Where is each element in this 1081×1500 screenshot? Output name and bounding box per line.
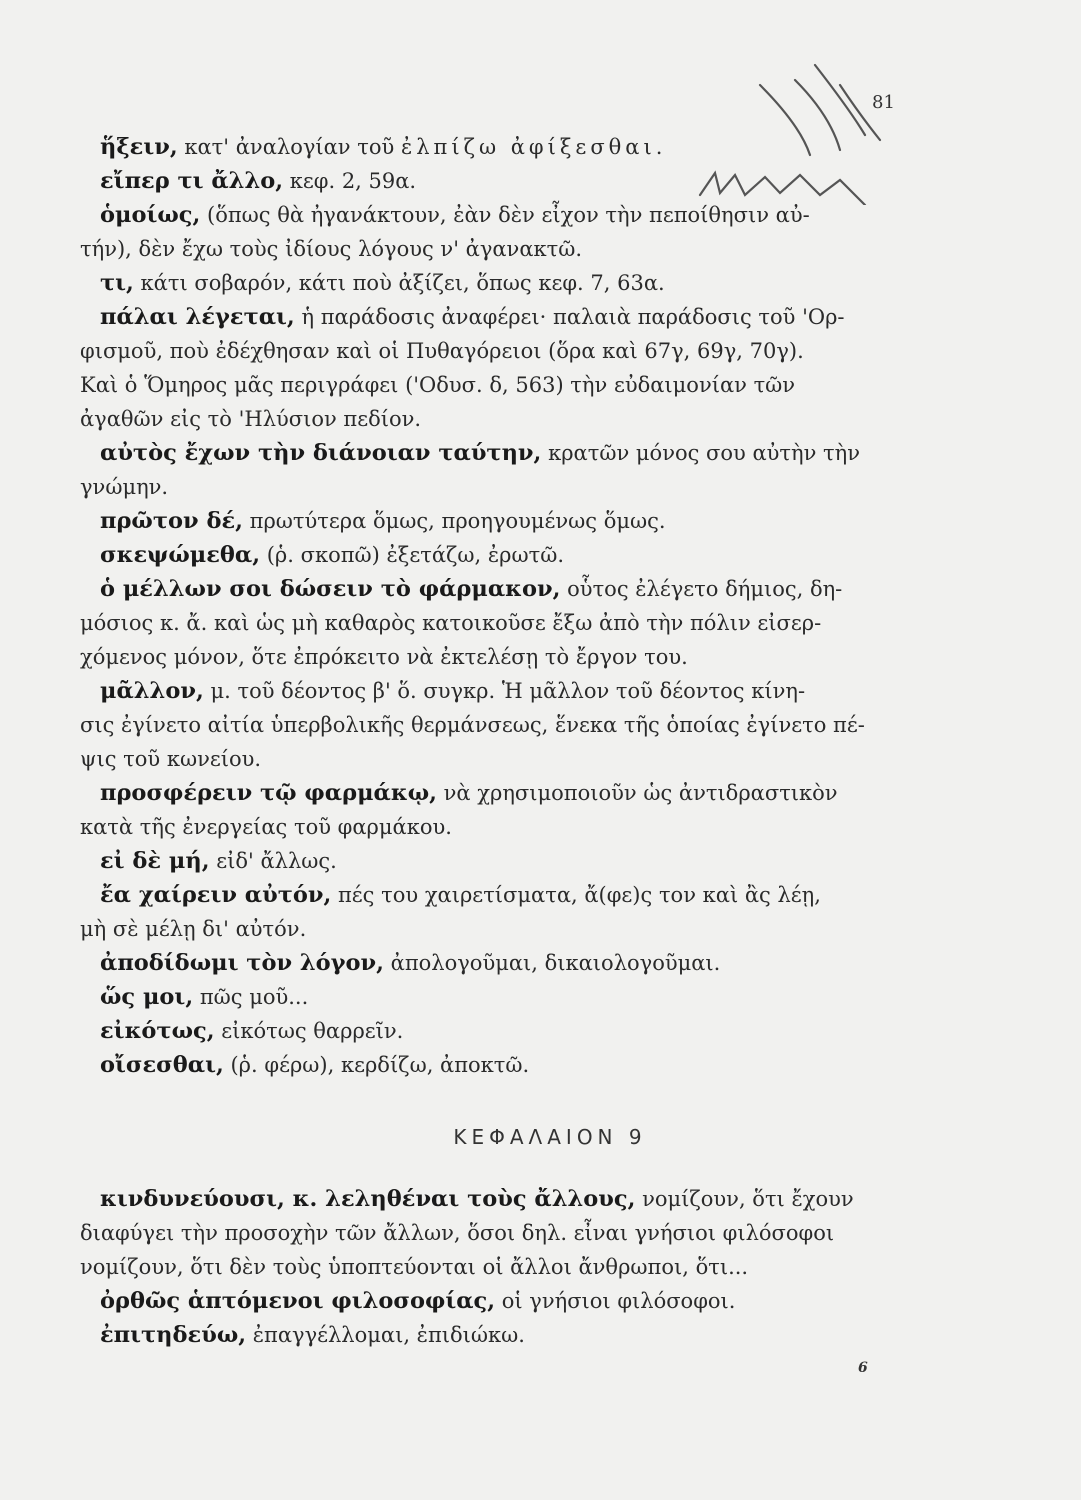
entry-continuation: γνώμην. <box>80 475 169 499</box>
entry-line <box>80 198 1020 232</box>
entry-text: κατ' ἀναλογίαν τοῦ <box>177 135 401 159</box>
entry-head: εἰκότως, <box>100 1018 215 1044</box>
page-number: 81 <box>872 92 895 113</box>
entry-text: πές του χαιρετίσματα, ἄ(φε)ς τον καὶ ἂς λέῃ, <box>331 883 821 907</box>
entry-text-spaced: ἐλπίζω ἀφίξεσθαι. <box>400 135 667 159</box>
entry-text: οὗτος ἐλέγετο δήμιος, δη- <box>560 577 843 601</box>
entry-line <box>80 878 1020 912</box>
entry-line <box>80 164 1020 198</box>
entry-text: νὰ χρησιμοποιοῦν ὡς ἀντιδραστικὸν <box>436 781 838 805</box>
entry-head: ὁμοίως, <box>100 202 201 228</box>
entry-continuation: Καὶ ὁ Ὅμηρος μᾶς περιγράφει ('Οδυσ. δ, 563) τὴν εὐδαιμονίαν τῶν <box>80 373 796 397</box>
entry-continuation: μόσιος κ. ἄ. καὶ ὡς μὴ καθαρὸς κατοικοῦσε ἔξω ἀπὸ τὴν πόλιν εἰσερ- <box>80 611 822 635</box>
entry-head: εἴπερ τι ἄλλο, <box>100 168 284 194</box>
entry-line <box>80 572 1020 606</box>
entry-head: πρῶτον δέ, <box>100 508 243 534</box>
entry-text: εἰδ' ἄλλως. <box>209 849 337 873</box>
entry-head: κινδυνεύουσι, κ. λεληθέναι τοὺς ἄλλους, <box>100 1186 636 1212</box>
entry-line <box>80 946 1020 980</box>
entry-text: ἐπαγγέλλομαι, ἐπιδιώκω. <box>246 1323 525 1347</box>
entry-line <box>80 300 1020 334</box>
entry-continuation: μὴ σὲ μέλῃ δι' αὐτόν. <box>80 917 307 941</box>
entry-line <box>80 538 1020 572</box>
entry-continuation: κατὰ τῆς ἐνεργείας τοῦ φαρμάκου. <box>80 815 452 839</box>
entry-line <box>80 1318 1020 1352</box>
entry-line <box>80 980 1020 1014</box>
glossary-section-chapter-9 <box>80 1182 1020 1352</box>
entry-line <box>80 436 1020 470</box>
entry-text: κάτι σοβαρόν, κάτι ποὺ ἀξίζει, ὅπως κεφ. 7, 63α. <box>133 271 665 295</box>
entry-head: ἀποδίδωμι τὸν λόγον, <box>100 950 384 976</box>
entry-text: κεφ. 2, 59α. <box>283 169 417 193</box>
entry-text: οἱ γνήσιοι φιλόσοφοι. <box>495 1289 736 1313</box>
entry-continuation: σις ἐγίνετο αἰτία ὑπερβολικῆς θερμάνσεως, ἕνεκα τῆς ὁποίας ἐγίνετο πέ- <box>80 713 865 737</box>
entry-line <box>80 776 1020 810</box>
entry-text: (ῥ. σκοπῶ) ἐξετάζω, ἐρωτῶ. <box>260 543 565 567</box>
entry-continuation: τήν), δὲν ἔχω τοὺς ἰδίους λόγους ν' ἀγανακτῶ. <box>80 237 583 261</box>
entry-line <box>80 130 1020 164</box>
entry-head: προσφέρειν τῷ φαρμάκῳ, <box>100 780 437 806</box>
entry-text: πρωτύτερα ὅμως, προηγουμένως ὅμως. <box>242 509 666 533</box>
entry-line <box>80 674 1020 708</box>
entry-head: ὀρθῶς ἁπτόμενοι φιλοσοφίας, <box>100 1288 496 1314</box>
entry-text: (ῥ. φέρω), κερδίζω, ἀποκτῶ. <box>223 1053 530 1077</box>
entry-line <box>80 504 1020 538</box>
entry-continuation: νομίζουν, ὅτι δὲν τοὺς ὑποπτεύονται οἱ ἄλλοι ἄνθρωποι, ὅτι... <box>80 1255 749 1279</box>
entry-text: πῶς μοῦ... <box>193 985 309 1009</box>
chapter-heading: ΚΕΦΑΛΑΙΟΝ 9 <box>453 1125 647 1149</box>
entry-line <box>80 1182 1020 1216</box>
entry-text: (ὅπως θὰ ἠγανάκτουν, ἐὰν δὲν εἶχον τὴν πεποίθησιν αὐ- <box>200 203 810 227</box>
signature-mark: 6 <box>858 1360 868 1376</box>
entry-head: ἐπιτηδεύω, <box>100 1322 247 1348</box>
entry-text: μ. τοῦ δέοντος β' ὅ. συγκρ. Ἡ μᾶλλον τοῦ δέοντος κίνη- <box>203 679 806 703</box>
entry-text: ἀπολογοῦμαι, δικαιολογοῦμαι. <box>384 951 721 975</box>
entry-line <box>80 266 1020 300</box>
entry-head: ὥς μοι, <box>100 984 194 1010</box>
entry-head: μᾶλλον, <box>100 678 204 704</box>
entry-head: εἰ δὲ μή, <box>100 848 210 874</box>
entry-continuation: ἀγαθῶν εἰς τὸ 'Ηλύσιον πεδίον. <box>80 407 422 431</box>
entry-head: ἔα χαίρειν αὐτόν, <box>100 882 332 908</box>
entry-line <box>80 844 1020 878</box>
entry-text: εἰκότως θαρρεῖν. <box>214 1019 404 1043</box>
entry-text: κρατῶν μόνος σου αὐτὴν τὴν <box>541 441 861 465</box>
entry-head: πάλαι λέγεται, <box>100 304 295 330</box>
entry-text: ἡ παράδοσις ἀναφέρει· παλαιὰ παράδοσις τοῦ 'Ορ- <box>294 305 845 329</box>
entry-head: ὁ μέλλων σοι δώσειν τὸ φάρμακον, <box>100 576 561 602</box>
entry-line <box>80 1048 1020 1082</box>
entry-head: αὐτὸς ἔχων τὴν διάνοιαν ταύτην, <box>100 440 542 466</box>
entry-head: οἴσεσθαι, <box>100 1052 224 1078</box>
entry-head: ἥξειν, <box>100 134 178 160</box>
entry-continuation: φισμοῦ, ποὺ ἐδέχθησαν καὶ οἱ Πυθαγόρειοι (ὅρα καὶ 67γ, 69γ, 70γ). <box>80 339 804 363</box>
entry-continuation: χόμενος μόνον, ὅτε ἐπρόκειτο νὰ ἐκτελέσῃ τὸ ἔργον του. <box>80 645 688 669</box>
entry-line <box>80 1284 1020 1318</box>
entry-line <box>80 1014 1020 1048</box>
entry-head: τι, <box>100 270 134 296</box>
entry-text: νομίζουν, ὅτι ἔχουν <box>635 1187 854 1211</box>
entry-head: σκεψώμεθα, <box>100 542 261 568</box>
entry-continuation: ψις τοῦ κωνείου. <box>80 747 262 771</box>
entry-continuation: διαφύγει τὴν προσοχὴν τῶν ἄλλων, ὅσοι δηλ. εἶναι γνήσιοι φιλόσοφοι <box>80 1221 835 1245</box>
glossary-section <box>80 130 1020 1082</box>
